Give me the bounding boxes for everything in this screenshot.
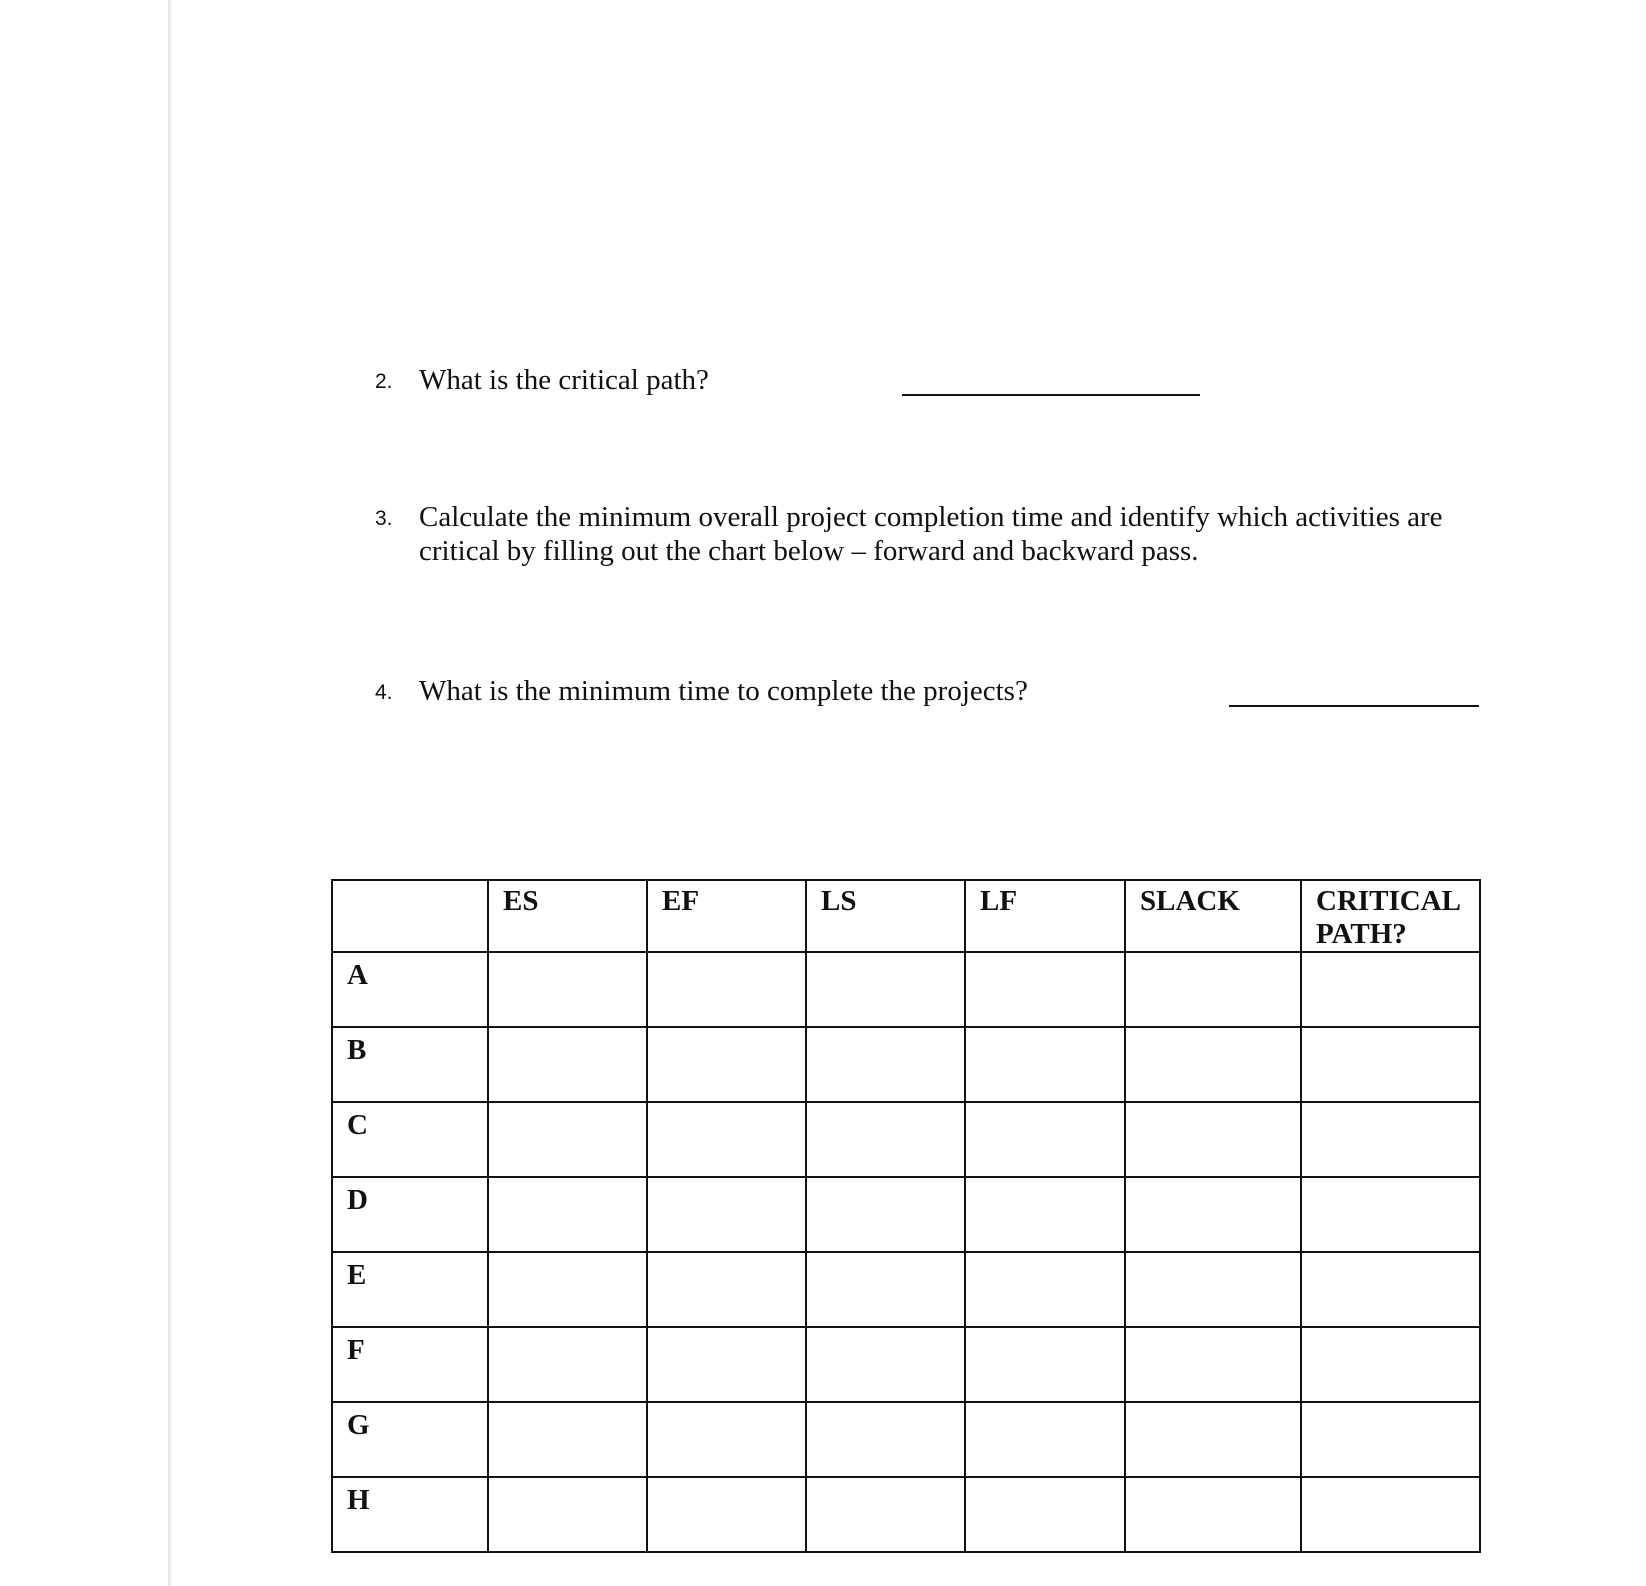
cell-es[interactable] xyxy=(488,1477,647,1552)
cell-critical-path[interactable] xyxy=(1301,952,1480,1027)
table-row xyxy=(332,1327,1480,1402)
cell-critical-path[interactable] xyxy=(1301,1327,1480,1402)
table-row xyxy=(332,1252,1480,1327)
cell-ef[interactable] xyxy=(647,1027,806,1102)
row-label: D xyxy=(332,1177,488,1252)
header-cell-lf: LF xyxy=(965,880,1125,952)
cell-ls[interactable] xyxy=(806,1102,965,1177)
cell-lf[interactable] xyxy=(965,1102,1125,1177)
table-row xyxy=(332,952,1480,1027)
table-row xyxy=(332,1177,1480,1252)
question-number: 4. xyxy=(375,681,393,704)
header-cell-slack: SLACK xyxy=(1125,880,1301,952)
table-header-row xyxy=(332,880,1480,952)
question-text: What is the minimum time to complete the projects? xyxy=(419,675,1028,707)
row-label: F xyxy=(332,1327,488,1402)
cell-lf[interactable] xyxy=(965,1027,1125,1102)
cell-ef[interactable] xyxy=(647,1102,806,1177)
cell-es[interactable] xyxy=(488,952,647,1027)
cell-es[interactable] xyxy=(488,1327,647,1402)
cell-ls[interactable] xyxy=(806,1477,965,1552)
header-cell-ls: LS xyxy=(806,880,965,952)
row-label: C xyxy=(332,1102,488,1177)
cell-ls[interactable] xyxy=(806,1402,965,1477)
table-row xyxy=(332,1477,1480,1552)
cell-slack[interactable] xyxy=(1125,1027,1301,1102)
cell-es[interactable] xyxy=(488,1102,647,1177)
table-row xyxy=(332,1102,1480,1177)
row-label: B xyxy=(332,1027,488,1102)
cell-ls[interactable] xyxy=(806,1327,965,1402)
cell-es[interactable] xyxy=(488,1252,647,1327)
cell-slack[interactable] xyxy=(1125,952,1301,1027)
cell-es[interactable] xyxy=(488,1402,647,1477)
schedule-chart-table xyxy=(331,879,1481,1553)
cell-slack[interactable] xyxy=(1125,1102,1301,1177)
row-label: E xyxy=(332,1252,488,1327)
header-cell-critical-path: CRITICAL PATH? xyxy=(1301,880,1480,952)
cell-ef[interactable] xyxy=(647,1252,806,1327)
cell-ef[interactable] xyxy=(647,1477,806,1552)
document-page xyxy=(173,0,1646,1586)
cell-lf[interactable] xyxy=(965,1177,1125,1252)
cell-lf[interactable] xyxy=(965,1402,1125,1477)
row-label: A xyxy=(332,952,488,1027)
cell-ls[interactable] xyxy=(806,1177,965,1252)
cell-ef[interactable] xyxy=(647,1177,806,1252)
cell-ls[interactable] xyxy=(806,1027,965,1102)
question-text: Calculate the minimum overall project completion time and identify which activities are critical by filling out the chart below – forward and backward pass. xyxy=(419,501,1443,567)
header-cell-es: ES xyxy=(488,880,647,952)
cell-critical-path[interactable] xyxy=(1301,1477,1480,1552)
cell-slack[interactable] xyxy=(1125,1477,1301,1552)
cell-critical-path[interactable] xyxy=(1301,1027,1480,1102)
header-cell-ef: EF xyxy=(647,880,806,952)
cell-ls[interactable] xyxy=(806,952,965,1027)
cell-slack[interactable] xyxy=(1125,1327,1301,1402)
header-cell-blank xyxy=(332,880,488,952)
question-number: 2. xyxy=(375,370,393,393)
table-row xyxy=(332,1402,1480,1477)
cell-slack[interactable] xyxy=(1125,1402,1301,1477)
cell-lf[interactable] xyxy=(965,952,1125,1027)
cell-ls[interactable] xyxy=(806,1252,965,1327)
cell-lf[interactable] xyxy=(965,1252,1125,1327)
question-text: What is the critical path? xyxy=(419,364,709,396)
cell-es[interactable] xyxy=(488,1027,647,1102)
cell-critical-path[interactable] xyxy=(1301,1177,1480,1252)
cell-critical-path[interactable] xyxy=(1301,1102,1480,1177)
cell-lf[interactable] xyxy=(965,1477,1125,1552)
table-row xyxy=(332,1027,1480,1102)
row-label: G xyxy=(332,1402,488,1477)
cell-slack[interactable] xyxy=(1125,1177,1301,1252)
question-number: 3. xyxy=(375,507,393,530)
cell-ef[interactable] xyxy=(647,1327,806,1402)
cell-critical-path[interactable] xyxy=(1301,1252,1480,1327)
cell-slack[interactable] xyxy=(1125,1252,1301,1327)
answer-blank-line xyxy=(1229,705,1479,707)
cell-es[interactable] xyxy=(488,1177,647,1252)
cell-lf[interactable] xyxy=(965,1327,1125,1402)
cell-ef[interactable] xyxy=(647,952,806,1027)
cell-ef[interactable] xyxy=(647,1402,806,1477)
cell-critical-path[interactable] xyxy=(1301,1402,1480,1477)
row-label: H xyxy=(332,1477,488,1552)
answer-blank-line xyxy=(902,394,1200,396)
